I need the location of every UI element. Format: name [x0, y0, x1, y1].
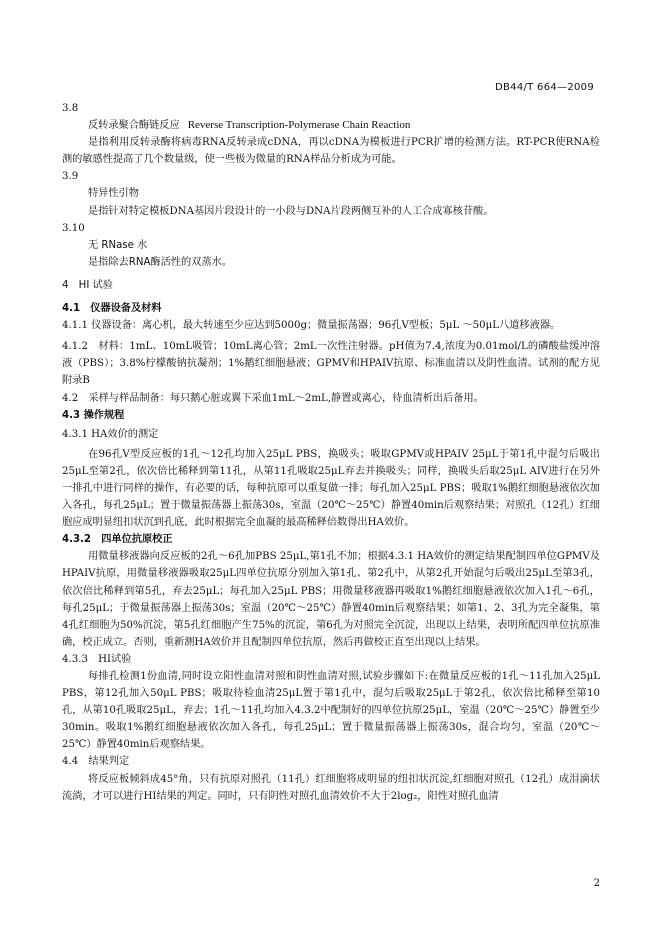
- paragraph: 4.1.1 仪器设备：离心机，最大转速至少应达到5000g；微量振荡器；96孔V型板；5μL ～50μL八道移液器。: [62, 320, 561, 332]
- paragraph: 将反应板倾斜成45°角，只有抗原对照孔（11孔）红细胞将成明显的纽扣状沉淀,红细胞对照孔（12孔）成泪滴状流淌，才可以进行HI结果的判定。同时，只有阴性对照孔血清效价不大于2log₂，阳性对照孔血清: [62, 773, 600, 802]
- section-number: 3.10: [62, 222, 85, 234]
- term-definition: 是指针对特定模板DNA基因片段设计的一小段与DNA片段两侧互补的人工合成寡核苷酸。: [88, 205, 494, 217]
- page-number: 2: [593, 878, 600, 889]
- section-number: 3.8: [62, 103, 79, 114]
- section-heading: 4.3 操作规程: [62, 409, 125, 421]
- paragraph: 用微量移液器向反应板的2孔～6孔加PBS 25μL,第1孔不加；根据4.3.1 HA效价的测定结果配制四单位GPMV及HPAIV抗原，用微量移液器吸取25μL四单位抗原分别加入第1孔、第2孔中，从第2孔开始混匀后吸出25μL至第3孔，依次倍比稀释到第5孔，弃去25μL；每孔加入25μL PBS；用微量移液器再吸取1%鹅红细胞悬液依次加入1孔～6孔，每孔25μL；于微量振荡器上振荡30s；室温（20℃～25℃）静置40min后观察结果；如第1、2、3孔为完全凝集，第4孔红细胞为50%沉淀，第5孔红细胞产生75%的沉淀，第6孔为对照完全沉淀，出现以上结果，表明所配四单位抗原准确，校正成立。否则，重新测HA效价并且配制四单位抗原，然后再做校正直至出现以上结果。: [62, 551, 600, 648]
- document-id-header: DB44/T 664—2009: [495, 82, 594, 93]
- paragraph: 4.2 采样与样品制备：每只鹅心脏或翼下采血1mL～2mL,静置或离心，待血清析出后备用。: [62, 392, 484, 404]
- term-cn: 反转录聚合酶链反应: [88, 120, 180, 132]
- term-title: 特异性引物: [88, 188, 139, 200]
- paragraph: 在96孔V型反应板的1孔～12孔均加入25μL PBS，换吸头；吸取GPMV或HPAIV 25μL于第1孔中混匀后吸出25μL至第2孔，依次倍比稀释到第11孔，从第11孔吸取25μL弃去并换吸头；同样，换吸头后取25μL AIV进行在另外一排孔中进行同样的操作，有必要的话，每种抗原可以重复做一排；每孔加入25μL PBS；吸取1%鹅红细胞悬液依次加入各孔，每孔25μL；置于微量振荡器上振荡30s，室温（20℃～25℃）静置40min后观察结果；对照孔（12孔）红细胞应成明显纽扣状沉到孔底，此时根据完全血凝的最高稀释倍数得出HA效价。: [62, 448, 600, 529]
- subsection-heading: 4.3.1 HA效价的测定: [62, 428, 159, 440]
- section-heading: 4.1 仪器设备及材料: [62, 303, 162, 315]
- paragraph: 4.1.2 材料：1mL、10mL吸管；10mL离心管；2mL一次性注射器。pH值为7.4,浓度为0.01mol/L的磷酸盐缓冲溶液（PBS）；3.8%柠檬酸钠抗凝剂；1%鹅红细胞悬液；GPMV和HPAIV抗原、标准血清以及阴性血清。试剂的配方见附录B: [62, 341, 600, 387]
- subsection-heading: 4.3.3 HI试验: [62, 653, 132, 665]
- term-title: 无 RNase 水: [88, 239, 148, 251]
- term-definition: 是指除去RNA酶活性的双蒸水。: [88, 256, 232, 268]
- paragraph: 每排孔检测1份血清,同时设立阳性血清对照和阴性血清对照,试验步骤如下:在微量反应板的1孔～11孔加入25μL PBS，第12孔加入50μL PBS；吸取待检血清25μL置于第1孔中，混匀后吸取25μL于第2孔，依次倍比稀释至第10孔，从第10孔吸取25μL，弃去；1孔～11孔均加入4.3.2中配制好的四单位抗原25μL，室温（20℃～25℃）静置至少30min。吸取1%鹅红细胞悬液依次加入各孔，每孔25μL；置于微量振荡器上振荡30s，混合均匀，室温（20℃～25℃）静置40min后观察结果。: [62, 671, 600, 751]
- section-heading: 4.4 结果判定: [62, 756, 130, 768]
- term-en: Reverse Transcription-Polymerase Chain Reaction: [187, 119, 411, 132]
- document-body: [62, 100, 600, 805]
- chapter-heading: 4 HI 试验: [62, 279, 113, 291]
- term-definition: 是指利用反转录酶将病毒RNA反转录成cDNA，再以cDNA为模板进行PCR扩增的检测方法。RT-PCR使RNA检测的敏感性提高了几个数量级，使一些极为微量的RNA样品分析成为可能。: [62, 137, 600, 166]
- section-number: 3.9: [62, 171, 79, 183]
- term-title: [62, 117, 600, 134]
- subsection-heading: 4.3.2 四单位抗原校正: [62, 534, 173, 546]
